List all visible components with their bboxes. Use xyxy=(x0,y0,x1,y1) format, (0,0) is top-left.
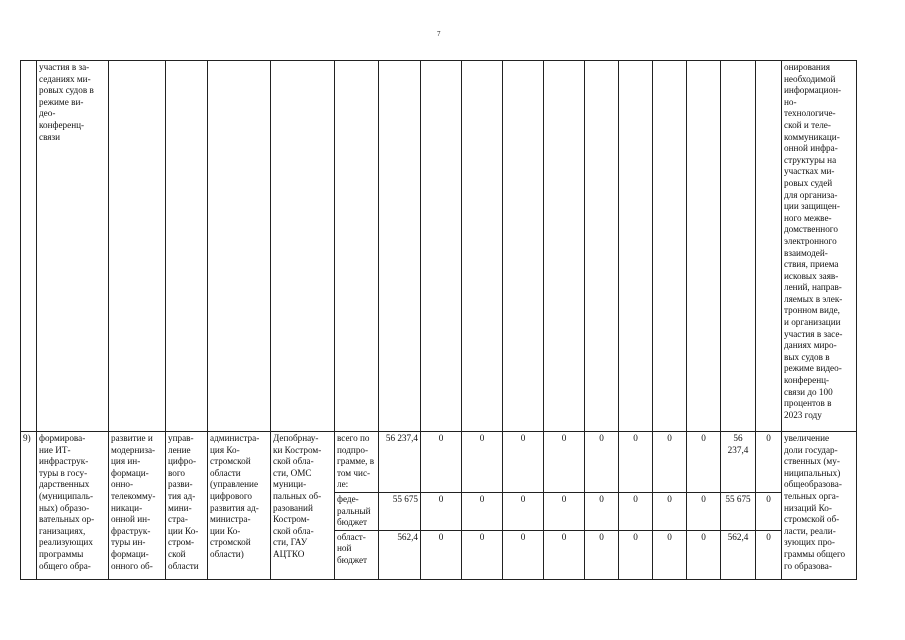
cell-value: 0 xyxy=(619,530,653,579)
cell-value: 0 xyxy=(544,432,585,493)
cell-value: 0 xyxy=(619,432,653,493)
cell-empty xyxy=(109,61,166,432)
cell-value: 0 xyxy=(544,492,585,530)
cell-empty xyxy=(721,61,756,432)
cell-value-year: 562,4 xyxy=(721,530,756,579)
cell-empty xyxy=(271,61,335,432)
cell-empty xyxy=(585,61,619,432)
cell-empty xyxy=(653,61,687,432)
cell-coordinator: управ- ление цифро- вого разви- тия ад- мини- стра- ции Ко- стром- ской области xyxy=(166,432,208,580)
cell-value: 0 xyxy=(421,492,462,530)
cell-value: 0 xyxy=(756,432,782,493)
cell-value-year: 56 237,4 xyxy=(721,432,756,493)
cell-num xyxy=(21,61,37,432)
cell-direction: развитие и модерниза- ция ин- формаци- онно- телекомму- никаци- онной ин- фраструк- туры ин- формаци- онного об- xyxy=(109,432,166,580)
cell-value: 0 xyxy=(756,530,782,579)
cell-empty xyxy=(687,61,721,432)
cell-value: 0 xyxy=(619,492,653,530)
cell-source-label: област- ной бюджет xyxy=(335,530,379,579)
cell-row-number: 9) xyxy=(21,432,37,580)
cell-total: 55 675 xyxy=(379,492,421,530)
cell-value: 0 xyxy=(462,432,503,493)
cell-empty xyxy=(503,61,544,432)
cell-value: 0 xyxy=(421,432,462,493)
cell-value: 0 xyxy=(544,530,585,579)
cell-value: 0 xyxy=(503,530,544,579)
cell-empty xyxy=(619,61,653,432)
cell-result: увеличение доли государ- ственных (му- ниципальных) общеобразова- тельных орга- низаций Ко- стромской об- ласти, реали- зующих про- граммы общего го образова- xyxy=(782,432,857,580)
cell-value: 0 xyxy=(462,492,503,530)
table-row-continuation xyxy=(21,61,857,432)
budget-table xyxy=(20,60,857,580)
cell-value: 0 xyxy=(585,432,619,493)
cell-measure: формирова- ние ИТ- инфраструк- туры в госу- дарственных (муниципаль- ных) образо- вательных ор- ганизациях, реализующих программы общего обра- xyxy=(37,432,109,580)
cell-total: 562,4 xyxy=(379,530,421,579)
cell-empty xyxy=(335,61,379,432)
cell-value: 0 xyxy=(687,492,721,530)
cell-total: 56 237,4 xyxy=(379,432,421,493)
cell-value: 0 xyxy=(687,432,721,493)
cell-value: 0 xyxy=(585,530,619,579)
cell-empty xyxy=(421,61,462,432)
table-row xyxy=(21,432,857,493)
cell-result-continuation: онирования необходимой информацион- но- технологиче- ской и теле- коммуникаци- онной инфра- структуры на участках ми- ровых судей для организа- ции защищен- ного межве- домственного электронного взаимодей- ствия, приема исковых заяв- лений, направ- ляемых в элек- тронном виде, и организации участия в засе- даниях миро- вых судов в режиме видео- конференц- связи до 100 процентов в 2023 году xyxy=(782,61,857,432)
cell-source-label: всего по подпро- грамме, в том чис- ле: xyxy=(335,432,379,493)
cell-value: 0 xyxy=(462,530,503,579)
cell-value: 0 xyxy=(653,530,687,579)
cell-executors: Депобрнау- ки Костром- ской обла- сти, ОМС муници- пальных об- разований Костром- ской обла- сти, ГАУ АЦТКО xyxy=(271,432,335,580)
cell-value-year: 55 675 xyxy=(721,492,756,530)
cell-measure-continuation: участия в за- седаниях ми- ровых судов в режиме ви- део- конференц- связи xyxy=(37,61,109,432)
cell-value: 0 xyxy=(687,530,721,579)
cell-value: 0 xyxy=(585,492,619,530)
cell-empty xyxy=(756,61,782,432)
page-number: 7 xyxy=(437,30,441,38)
cell-value: 0 xyxy=(756,492,782,530)
cell-responsible: администра- ция Ко- стромской области (управление цифрового развития ад- министра- ции Ко- стромской области) xyxy=(208,432,271,580)
cell-value: 0 xyxy=(653,432,687,493)
cell-empty xyxy=(462,61,503,432)
cell-source-label: феде- ральный бюджет xyxy=(335,492,379,530)
cell-empty xyxy=(544,61,585,432)
cell-value: 0 xyxy=(421,530,462,579)
cell-value: 0 xyxy=(653,492,687,530)
cell-empty xyxy=(166,61,208,432)
cell-value: 0 xyxy=(503,432,544,493)
cell-empty xyxy=(208,61,271,432)
cell-value: 0 xyxy=(503,492,544,530)
cell-empty xyxy=(379,61,421,432)
